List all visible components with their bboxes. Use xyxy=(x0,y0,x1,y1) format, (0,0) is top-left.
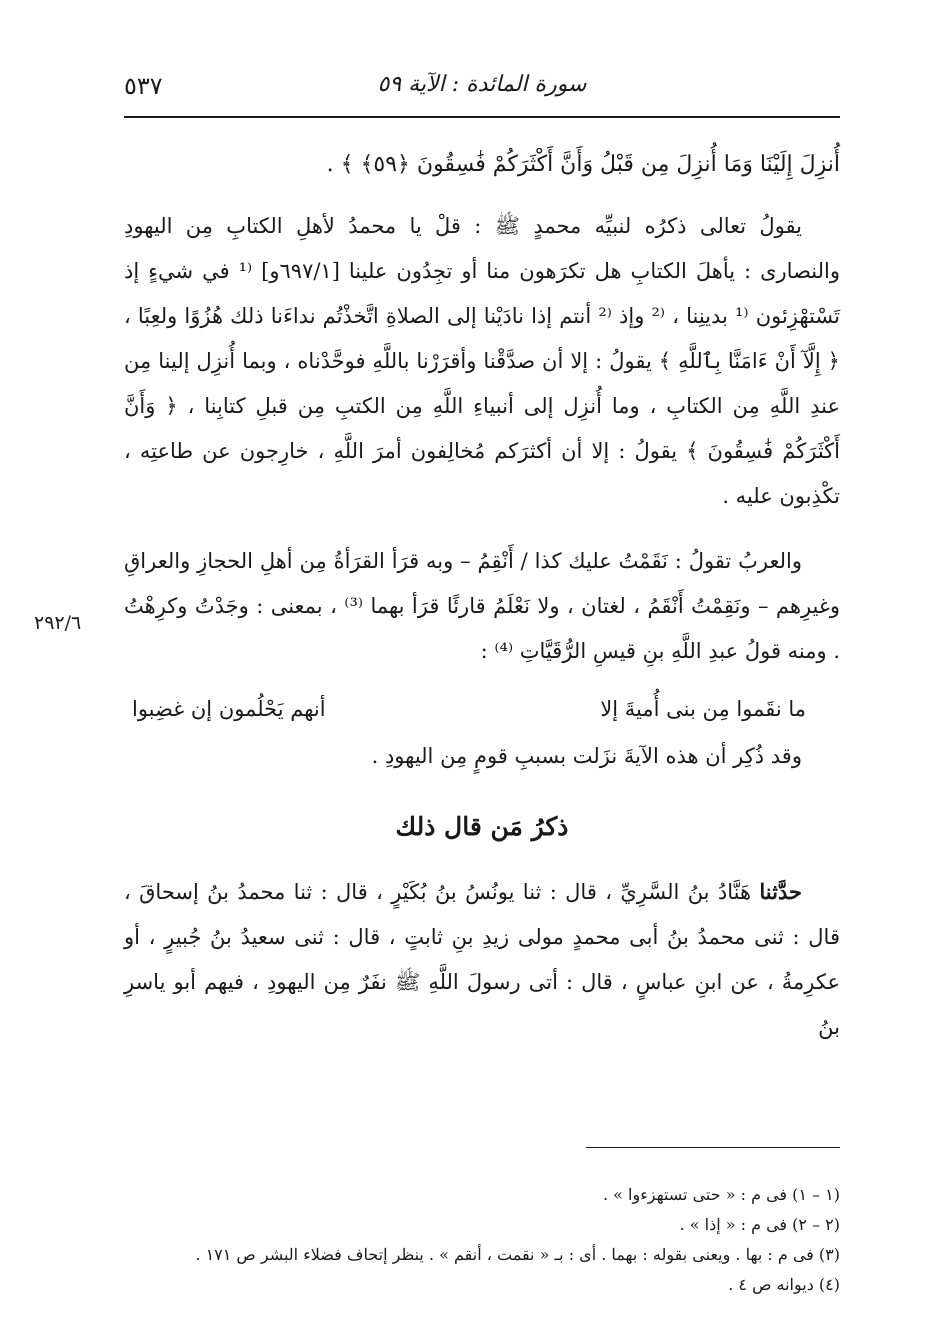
quran-verse-line: أُنزِلَ إِلَيْنَا وَمَا أُنزِلَ مِن قَبْلُ وَأَنَّ أَكْثَرَكُمْ فَٰسِقُونَ ﴿٥٩﴾ ﴾ . xyxy=(326,152,840,177)
header-rule xyxy=(124,116,840,118)
section-heading: ذكرُ مَن قال ذلك xyxy=(395,812,569,841)
hadith-opening: حدَّثنا xyxy=(759,879,802,904)
page-number: ٥٣٧ xyxy=(124,72,163,100)
occasion-paragraph: وقد ذُكِر أن هذه الآيةَ نزَلت بسببِ قومٍ مِن اليهودِ . xyxy=(371,744,802,768)
page-header xyxy=(124,66,840,106)
running-title: سورة المائدة : الآية ٥٩ xyxy=(377,72,587,97)
footnote-rule xyxy=(586,1147,840,1148)
commentary-paragraph: يقولُ تعالى ذكرُه لنبيِّه محمدٍ ﷺ : قلْ يا محمدُ لأهلِ الكتابِ مِن اليهودِ والنصارى : يأهلَ الكتابِ هل تكرَهون منا أو تجِدُون علينا [٦٩٧/١و] ⁽¹ في شيءٍ إذ تَسْتهْزِئون ⁽¹ بدينِنا ، ⁽² وإذ ⁽² أنتم إذا نادَيْنا إلى الصلاةِ اتَّخذْتُم نداءَنا ذلك هُزُوًا ولعِبًا ، ﴿ إِلَّآ أَنْ ءَامَنَّا بِٱللَّهِ ﴾ يقولُ : إلا أن صدَّقْنا وأقرَرْنا باللَّهِ فوحَّدْناه ، وبما أُنزِل إلينا مِن عندِ اللَّهِ مِن الكتابِ ، وما أُنزِل إلى أنبياءِ اللَّهِ مِن الكتبِ مِن قبلِ كتابِنا ، ﴿ وَأَنَّ أَكْثَرَكُمْ فَٰسِقُونَ ﴾ يقولُ : إلا أن أكثرَكم مُخالِفون أمرَ اللَّهِ ، خارِجون عن طاعتِه ، تكْذِبون عليه . xyxy=(124,214,841,508)
poem-verse xyxy=(124,684,840,734)
poem-first-hemistich: ما نقَموا مِن بنى أُميةَ إلا xyxy=(600,697,806,721)
footnotes xyxy=(124,1180,840,1300)
footnote: (٣) فى م : بها . ويعنى بقوله : بهما . أى : بـ « نقمت ، أنقم » . ينظر إتحاف فضلاء البشر ص ١٧١ . xyxy=(195,1245,840,1264)
main-text xyxy=(124,140,840,1050)
margin-reference: ٢٩٢/٦ xyxy=(34,612,82,634)
hadith-text: هَنَّادُ بنُ السَّرِيِّ ، قال : ثنا يونُسُ بنُ بُكَيْرٍ ، قال : ثنا محمدُ بنُ إسحاقَ ، قال : ثنى محمدُ بنُ أبى محمدٍ مولى زيدِ بنِ ثابتٍ ، قال : ثنى سعيدُ بنُ جُبيرٍ ، أو عكرِمةُ ، عن ابنِ عباسٍ ، قال : أتى رسولَ اللَّهِ ﷺ نفَرٌ مِن اليهودِ ، فيهم أبو ياسرِ بنُ xyxy=(124,880,840,1039)
hadith-paragraph xyxy=(124,869,840,1050)
footnote: (١ – ١) فى م : « حتى تستهزءوا » . xyxy=(603,1185,840,1204)
footnote: (٢ – ٢) فى م : « إذا » . xyxy=(679,1215,840,1234)
poem-second-hemistich: أنهم يَحْلُمون إن غضِبوا xyxy=(132,697,326,721)
footnote: (٤) ديوانه ص ٤ . xyxy=(728,1275,840,1294)
linguistic-paragraph: والعربُ تقولُ : نَقَمْتُ عليك كذا / أَنْقِمُ – وبه قرَأ القرَأةُ مِن أهلِ الحجازِ والعراقِ وغيرِهم – ونَقِمْتُ أَنْقَمُ ، لغتان ، ولا نَعْلَمُ قارئًا قرَأ بهما ⁽³⁾ ، بمعنى : وجَدْتُ وكرِهْتُ . ومنه قولُ عبدِ اللَّهِ بنِ قيسِ الرُّقَيَّاتِ ⁽⁴⁾ : xyxy=(124,549,840,663)
